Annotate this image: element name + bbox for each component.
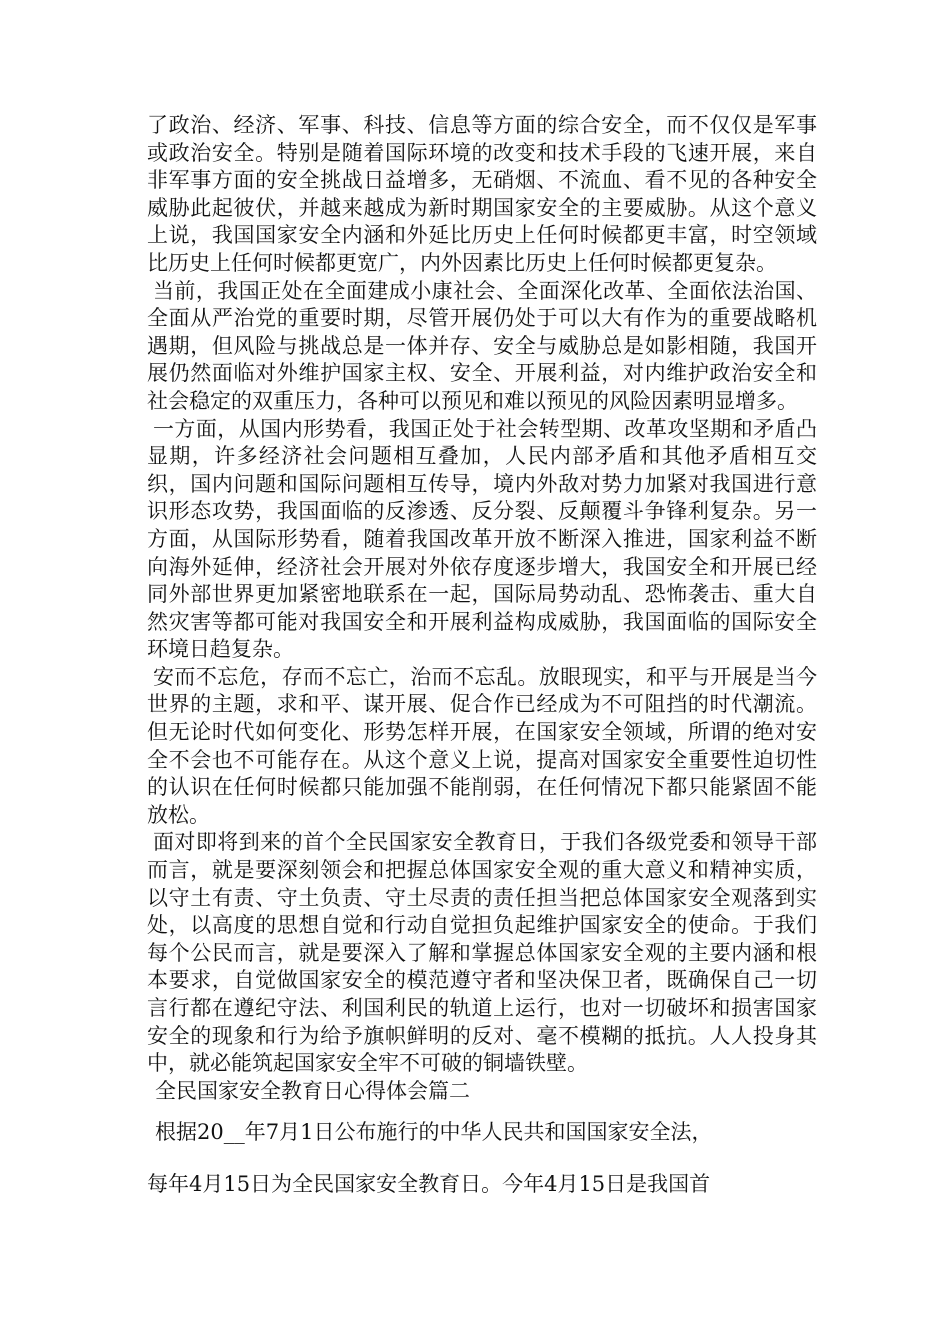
paragraph-4: 安而不忘危，存而不忘亡，治而不忘乱。放眼现实，和平与开展是当今世界的主题，求和平、谋开展、促合作已经成为不可阻挡的时代潮流。但无论时代如何变化、形势怎样开展，在国家安全领域，所谓的绝对安全不会也不可能存在。从这个意义上说，提高对国家安全重要性迫切性的认识在任何时候都只能加强不能削弱，在任何情况下都只能紧固不能放松。 bbox=[147, 664, 817, 827]
paragraph-2: 当前，我国正处在全面建成小康社会、全面深化改革、全面依法治国、全面从严治党的重要时期，尽管开展仍处于可以大有作为的重要战略机遇期，但风险与挑战总是一体并存、安全与威胁总是如影相随，我国开展仍然面临对外维护国家主权、安全、开展利益，对内维护政治安全和社会稳定的双重压力，各种可以预见和难以预见的风险因素明显增多。 bbox=[147, 278, 817, 413]
section-heading: 全民国家安全教育日心得体会篇二 bbox=[155, 1078, 470, 1103]
paragraph-6: 根据20__年7月1日公布施行的中华人民共和国国家安全法， bbox=[155, 1120, 713, 1145]
paragraph-5: 面对即将到来的首个全民国家安全教育日，于我们各级党委和领导干部而言，就是要深刻领会和把握总体国家安全观的重大意义和精神实质，以守土有责、守土负责、守土尽责的责任担当把总体国家安全观落到实处，以高度的思想自觉和行动自觉担负起维护国家安全的使命。于我们每个公民而言，就是要深入了解和掌握总体国家安全观的主要内涵和根本要求，自觉做国家安全的模范遵守者和坚决保卫者，既确保自己一切言行都在遵纪守法、利国利民的轨道上运行，也对一切破坏和损害国家安全的现象和行为给予旗帜鲜明的反对、毫不模糊的抵抗。人人投身其中，就必能筑起国家安全牢不可破的铜墙铁壁。 bbox=[147, 830, 817, 1076]
document-body bbox=[147, 112, 817, 1199]
paragraph-3: 一方面，从国内形势看，我国正处于社会转型期、改革攻坚期和矛盾凸显期，许多经济社会问题相互叠加，人民内部矛盾和其他矛盾相互交织，国内问题和国际问题相互传导，境内外敌对势力加紧对我国进行意识形态攻势，我国面临的反渗透、反分裂、反颠覆斗争锋利复杂。另一方面，从国际形势看，随着我国改革开放不断深入推进，国家利益不断向海外延伸，经济社会开展对外依存度逐步增大，我国安全和开展已经同外部世界更加紧密地联系在一起，国际局势动乱、恐怖袭击、重大自然灾害等都可能对我国安全和开展利益构成威胁，我国面临的国际安全环境日趋复杂。 bbox=[147, 416, 817, 662]
paragraph-1: 了政治、经济、军事、科技、信息等方面的综合安全，而不仅仅是军事或政治安全。特别是随着国际环境的改变和技术手段的飞速开展，来自非军事方面的安全挑战日益增多，无硝烟、不流血、看不见的各种安全威胁此起彼伏，并越来越成为新时期国家安全的主要威胁。从这个意义上说，我国国家安全内涵和外延比历史上任何时候都更丰富，时空领域比历史上任何时候都更宽广，内外因素比历史上任何时候都更复杂。 bbox=[147, 113, 817, 275]
paragraph-7: 每年4月15日为全民国家安全教育日。今年4月15日是我国首 bbox=[147, 1171, 711, 1196]
